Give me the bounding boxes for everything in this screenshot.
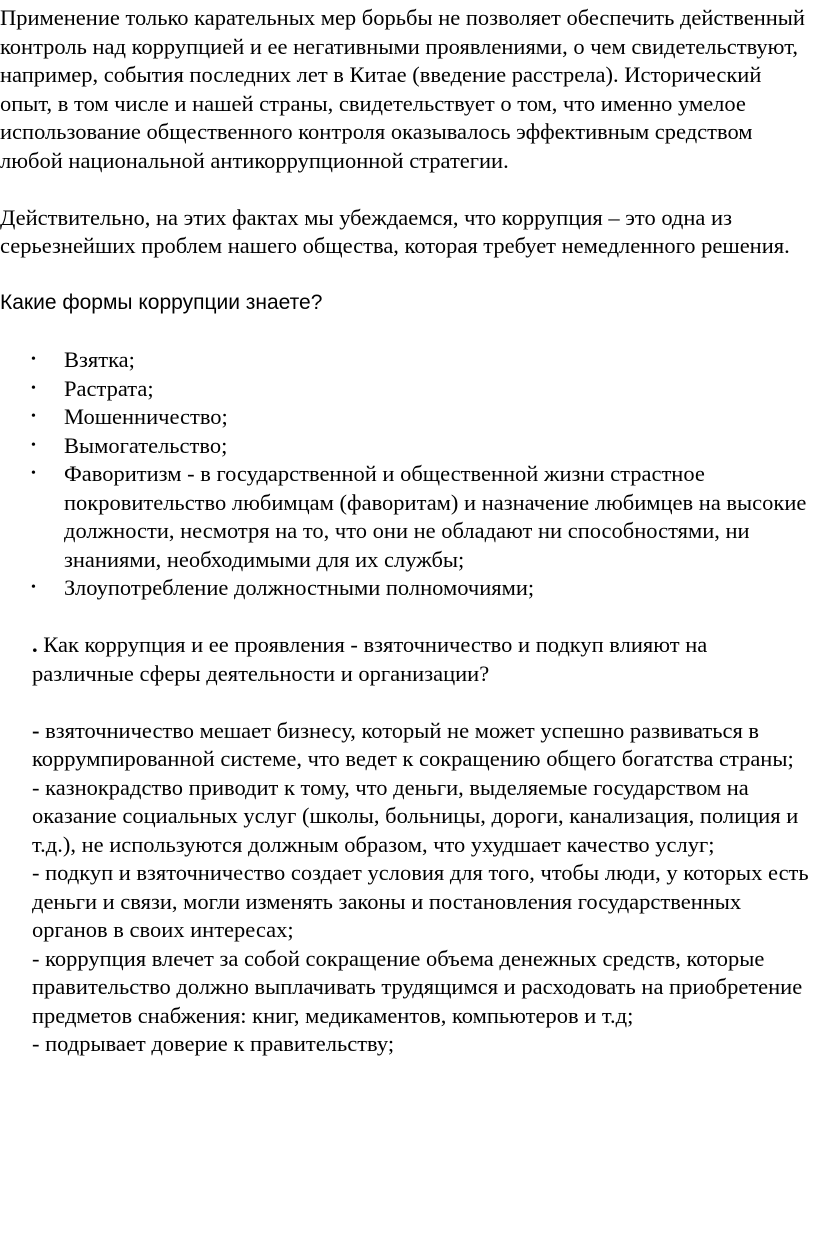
list-item-text: Взятка; [64,347,135,372]
list-item-text: Злоупотребление должностными полномочиями; [64,575,535,600]
list-item-text: Вымогательство; [64,432,228,458]
effect-item: - подрывает доверие к правительству; [32,1031,395,1056]
list-item [0,346,812,375]
bullet-icon: • [31,580,36,595]
bullet-icon: • [31,466,36,481]
corruption-forms-list [0,346,812,603]
effect-item: - казнокрадство приводит к тому, что деньги, выделяемые государством на оказание социальных услуг (школы, больницы, дороги, канализация, полиция и т.д.), не используются должным образом, что ухудшает качество услуг; [32,774,799,857]
question-corruption-impact [0,631,812,688]
list-item [0,375,812,404]
bullet-icon: • [31,409,36,424]
list-item-text: Мошенничество; [64,404,228,429]
bullet-icon: • [31,437,36,453]
list-item [0,403,812,432]
list-item [0,460,812,574]
effect-item: - коррупция влечет за собой сокращение объема денежных средств, которые правительство должно выплачивать трудящимся и расходовать на приобретение предметов снабжения: книг, медикаментов, компьютеров и т.д; [32,945,803,1028]
effect-item: - подкуп и взяточничество создает условия для того, чтобы люди, у которых есть деньги и связи, могли изменять законы и постановления государственных органов в своих интересах; [32,860,809,942]
corruption-effects [0,717,812,1059]
effect-text: взяточничество мешает бизнесу, который не может успешно развиваться в коррумпированной системе, что ведет к сокращению общего богатства страны; [32,717,794,771]
effect-item [32,717,812,774]
question-corruption-forms: Какие формы коррупции знаете? [0,291,323,314]
list-item [0,432,812,461]
bullet-icon: • [31,352,36,367]
list-item-text: Фаворитизм - в государственной и общественной жизни страстное покровительство любимцам (фаворитам) и назначение любимцев на высокие должности, несмотря на то, что они не обладают ни способностями, ни знаниями, необходимыми для их службы; [64,461,807,572]
effect-lead-dash: - [32,717,40,743]
question-text: Как коррупция и ее проявления - взяточничество и подкуп влияют на различные сферы деятельности и организации? [32,632,708,686]
paragraph-corruption-problem: Действительно, на этих фактах мы убеждаемся, что коррупция – это одна из серьезнейших проблем нашего общества, которая требует немедленного решения. [0,204,790,258]
list-item-text: Растрата; [64,375,154,401]
list-item [0,574,812,603]
question-lead-mark: . [32,632,38,657]
paragraph-punitive-measures: Применение только карательных мер борьбы не позволяет обеспечить действенный контроль над коррупцией и ее негативными проявлениями, о чем свидетельствуют, например, события последних лет в Китае (введение расстрела). Исторический опыт, в том числе и нашей страны, свидетельствует о том, что именно умелое использование общественного контроля оказывалось эффективным средством любой национальной антикоррупционной стратегии. [0,5,805,173]
bullet-icon: • [31,380,36,396]
